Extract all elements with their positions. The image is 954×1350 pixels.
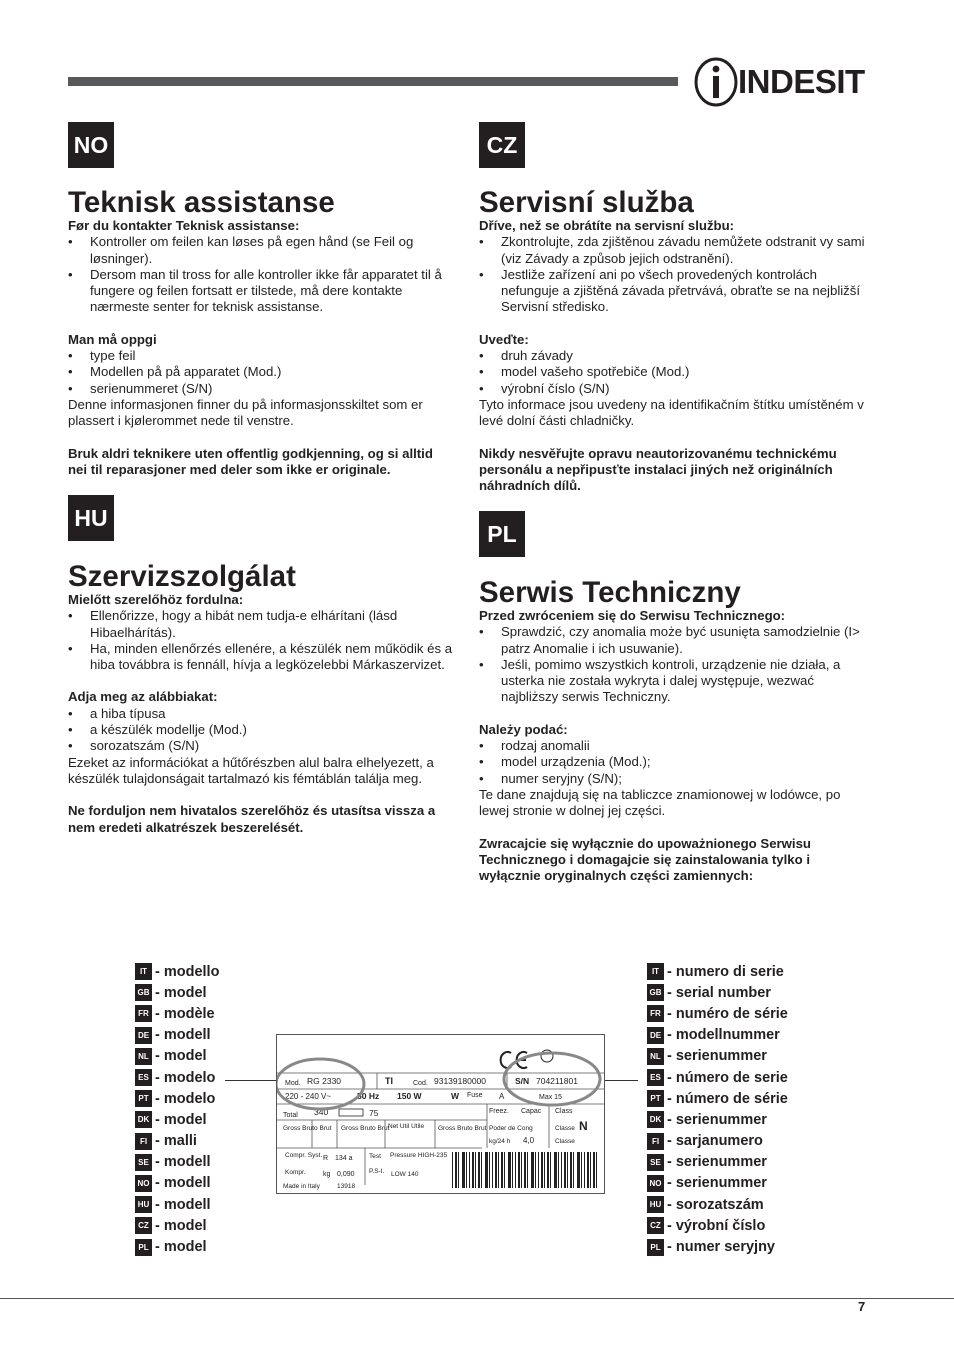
- subheading: Man må oppgi: [68, 331, 157, 347]
- barcode-bar: [564, 1152, 566, 1188]
- list-item: ES - modelo: [135, 1067, 219, 1088]
- list-item: FR - numéro de série: [647, 1003, 788, 1024]
- barcode-bar: [531, 1152, 534, 1188]
- list-item: • numer seryjny (S/N);: [479, 771, 871, 787]
- barcode-bar: [485, 1152, 488, 1188]
- checklist: [68, 608, 453, 673]
- list-item: FI - sarjanumero: [647, 1131, 788, 1152]
- model-connector-line: [225, 1080, 277, 1081]
- info-list: [479, 348, 871, 397]
- section-title: Serwis Techniczny: [479, 576, 741, 609]
- subheading: Należy podać:: [479, 721, 568, 737]
- plate-made: Made in Italy: [283, 1183, 320, 1190]
- barcode-bar: [577, 1152, 580, 1188]
- barcode-bar: [590, 1152, 591, 1188]
- list-item: • Ellenőrizze, hogy a hibát nem tudja-e elhárítani (lásd Hibaelhárítás).: [68, 608, 453, 641]
- info-text: Denne informasjonen finner du på informasjonsskiltet som er plassert i kjølerommet nede til venstre.: [68, 396, 423, 429]
- plate-low: LOW 140: [391, 1171, 419, 1178]
- list-item: • rodzaj anomalii: [479, 738, 871, 754]
- plate-freez: Freez.: [489, 1108, 509, 1115]
- star-rating-icon: [339, 1109, 363, 1116]
- list-item: • sorozatszám (S/N): [68, 738, 453, 754]
- plate-max: Max 15: [539, 1094, 562, 1101]
- barcode-bar: [455, 1152, 457, 1188]
- barcode-bar: [567, 1152, 568, 1188]
- plate-total: 340: [314, 1107, 329, 1117]
- info-text: Tyto informace jsou uvedeny na identifikačním štítku umístěném v levé dolní části chladničky.: [479, 396, 864, 429]
- plate-voltage: 220 - 240 V~: [285, 1092, 332, 1101]
- list-item: PL - model: [135, 1236, 219, 1257]
- list-item: DK - serienummer: [647, 1109, 788, 1130]
- plate-mod-label: Mod.: [285, 1080, 301, 1087]
- barcode-bar: [492, 1152, 493, 1188]
- barcode-bar: [544, 1152, 545, 1188]
- info-text: Ezeket az információkat a hűtőrészben alul balra elhelyezett, a készülék tulajdonságait tartalmazó kis fémtáblán találja meg.: [68, 754, 434, 786]
- barcode-bar: [554, 1152, 557, 1188]
- list-item: DE - modellnummer: [647, 1025, 788, 1046]
- plate-star-value: 75: [369, 1108, 379, 1118]
- barcode-bar: [469, 1152, 470, 1188]
- section-lead: Før du kontakter Teknisk assistanse:: [68, 218, 300, 233]
- badge-pl: PL: [479, 511, 525, 557]
- list-item: • model vašeho spotřebiče (Mod.): [479, 364, 871, 380]
- barcode-bar: [524, 1152, 526, 1188]
- barcode-bar: [550, 1152, 551, 1188]
- list-item: HU - sorozatszám: [647, 1194, 788, 1215]
- plate-kompr: Kompr.: [285, 1169, 306, 1176]
- list-item: NL - serienummer: [647, 1046, 788, 1067]
- barcode-bar: [587, 1152, 589, 1188]
- barcode-bar: [475, 1152, 476, 1188]
- brand-name: INDESIT: [738, 63, 865, 100]
- plate-r-value: 134 a: [335, 1155, 353, 1162]
- barcode-bar: [541, 1152, 543, 1188]
- barcode-bar: [518, 1152, 520, 1188]
- list-item: • druh závady: [479, 348, 871, 364]
- footer-line: [0, 1298, 954, 1299]
- plate-total-label: Total: [283, 1112, 298, 1119]
- plate-kg-label: kg: [323, 1171, 331, 1178]
- list-item: ES - número de serie: [647, 1067, 788, 1088]
- plate-kg24-value: 4,0: [523, 1136, 535, 1145]
- section-lead: Mielőtt szerelőhöz fordulna:: [68, 592, 244, 607]
- list-item: • výrobní číslo (S/N): [479, 381, 871, 397]
- plate-net: Net Util Utile: [388, 1123, 425, 1130]
- plate-poder: Poder de Cong: [489, 1125, 533, 1132]
- warning-text: Zwracajcie się wyłącznie do upoważnionego Serwisu Technicznego i domagajcie się zainstalowania tylko i wyłącznie oryginalnych części zamiennych:: [479, 835, 811, 884]
- plate-model: RG 2330: [307, 1076, 342, 1086]
- barcode-bar: [462, 1152, 465, 1188]
- checklist: [479, 624, 871, 705]
- section-pl: [479, 577, 871, 884]
- plate-test: Test: [369, 1153, 381, 1160]
- barcode-bar: [512, 1152, 513, 1188]
- list-item: PT - número de série: [647, 1088, 788, 1109]
- plate-ti: TI: [385, 1076, 393, 1086]
- plate-classe: Classe: [555, 1125, 575, 1132]
- warning-text: Ne forduljon nem hivatalos szerelőhöz és utasítsa vissza a nem eredeti alkatrészek beszerelését.: [68, 803, 436, 835]
- barcode-bar: [501, 1152, 503, 1188]
- barcode-bar: [573, 1152, 574, 1188]
- list-item: GB - model: [135, 982, 219, 1003]
- serial-connector-line: [602, 1080, 638, 1081]
- subheading: Uveďte:: [479, 331, 529, 347]
- section-lead: Przed zwróceniem się do Serwisu Technicznego:: [479, 608, 786, 623]
- section-title: Teknisk assistanse: [68, 186, 335, 219]
- plate-gross2: Gross Bruto Brut: [341, 1125, 390, 1132]
- barcode-bar: [504, 1152, 505, 1188]
- barcode-bar: [593, 1152, 595, 1188]
- indesit-logo: [694, 56, 870, 108]
- warning-text: Bruk aldri teknikere uten offentlig godkjenning, og si alltid nei til reparasjoner med deler som ikke er originale.: [68, 445, 433, 477]
- plate-watt-label: W: [451, 1091, 460, 1101]
- barcode-bar: [489, 1152, 490, 1188]
- model-label-list: [135, 961, 219, 1258]
- info-text: Te dane znajdują się na tabliczce znamionowej w lodówce, po lewej stronie w dolnej jej części.: [479, 786, 841, 819]
- barcode-bar: [584, 1152, 585, 1188]
- plate-classe2: Classe: [555, 1138, 575, 1145]
- plate-made-code: 13918: [337, 1183, 356, 1190]
- list-item: NL - model: [135, 1046, 219, 1067]
- list-item: DE - modell: [135, 1025, 219, 1046]
- list-item: • Modellen på på apparatet (Mod.): [68, 364, 453, 380]
- barcode-bar: [521, 1152, 522, 1188]
- list-item: DK - model: [135, 1109, 219, 1130]
- barcode-bar: [472, 1152, 474, 1188]
- barcode-bar: [547, 1152, 549, 1188]
- barcode-bar: [452, 1152, 453, 1188]
- barcode-bar: [535, 1152, 536, 1188]
- plate-compr: Compr. Syst.: [285, 1152, 323, 1159]
- list-item: • a hiba típusa: [68, 706, 453, 722]
- section-lead: Dříve, než se obrátíte na servisní službu:: [479, 218, 735, 233]
- plate-fuse: Fuse: [467, 1092, 483, 1099]
- list-item: NO - modell: [135, 1173, 219, 1194]
- barcode-bar: [538, 1152, 539, 1188]
- rating-plate: [276, 1034, 605, 1194]
- section-title: Servisní služba: [479, 186, 694, 219]
- barcode-bar: [527, 1152, 528, 1188]
- plate-class-label: Class: [555, 1108, 573, 1115]
- barcode-bar: [466, 1152, 467, 1188]
- section-title: Szervizszolgálat: [68, 560, 296, 593]
- barcode: [452, 1152, 597, 1188]
- subheading: Adja meg az alábbiakat:: [68, 689, 218, 705]
- plate-watt: 150 W: [397, 1091, 422, 1101]
- warning-text: Nikdy nesvěřujte opravu neautorizovanému technickému personálu a nepřipusťte instalaci jiných než originálních náhradních dílů.: [479, 445, 837, 494]
- list-item: GB - serial number: [647, 982, 788, 1003]
- list-item: FI - malli: [135, 1131, 219, 1152]
- list-item: SE - modell: [135, 1152, 219, 1173]
- list-item: • Jeśli, pomimo wszystkich kontroli, urządzenie nie działa, a usterka nie została wykryta i dalej występuje, wezwać najbliższy serwis Techniczny.: [479, 657, 871, 706]
- list-item: FR - modèle: [135, 1003, 219, 1024]
- list-item: • Sprawdzić, czy anomalia może być usunięta samodzielnie (I> patrz Anomalie i ich usuwanie).: [479, 624, 871, 657]
- plate-kg24: kg/24 h: [489, 1138, 511, 1145]
- plate-hz: 50 Hz: [357, 1091, 380, 1101]
- plate-gross1: Gross Bruto Brut: [283, 1125, 332, 1132]
- barcode-bar: [508, 1152, 511, 1188]
- list-item: SE - serienummer: [647, 1152, 788, 1173]
- info-list: [68, 348, 453, 397]
- list-item: IT - modello: [135, 961, 219, 982]
- list-item: • serienummeret (S/N): [68, 381, 453, 397]
- list-item: PT - modelo: [135, 1088, 219, 1109]
- plate-pressure: Pressure HIGH-235: [390, 1152, 448, 1159]
- list-item: HU - modell: [135, 1194, 219, 1215]
- list-item: PL - numer seryjny: [647, 1236, 788, 1257]
- plate-sn-label: S/N: [515, 1076, 530, 1086]
- barcode-bar: [570, 1152, 572, 1188]
- list-item: NO - serienummer: [647, 1173, 788, 1194]
- indesit-i-icon: [694, 56, 738, 108]
- list-item: • a készülék modellje (Mod.): [68, 722, 453, 738]
- list-item: • Kontroller om feilen kan løses på egen hånd (se Feil og løsninger).: [68, 234, 453, 267]
- badge-no: NO: [68, 122, 114, 168]
- list-item: • Ha, minden ellenőrzés ellenére, a készülék nem működik és a hiba továbbra is fennáll, hívja a legközelebbi Márkaszervizet.: [68, 641, 453, 674]
- serial-label-list: [647, 961, 788, 1258]
- checklist: [68, 234, 453, 315]
- list-item: CZ - model: [135, 1215, 219, 1236]
- barcode-bar: [558, 1152, 559, 1188]
- barcode-bar: [495, 1152, 497, 1188]
- plate-code: 93139180000: [434, 1076, 487, 1086]
- barcode-bar: [481, 1152, 482, 1188]
- plate-gross3: Gross Bruto Brut: [438, 1125, 487, 1132]
- plate-amp: A: [499, 1092, 505, 1101]
- barcode-bar: [498, 1152, 499, 1188]
- checklist: [479, 234, 871, 315]
- header-bar: [68, 77, 678, 86]
- barcode-bar: [515, 1152, 516, 1188]
- plate-capac: Capac: [521, 1108, 542, 1115]
- barcode-bar: [581, 1152, 582, 1188]
- list-item: • Jestliže zařízení ani po všech provedených kontrolách nefunguje a zjištěná závada přetrvává, obraťte se na nejbližší Servisní středisko.: [479, 267, 871, 316]
- plate-psi: P.S-I.: [369, 1168, 385, 1175]
- section-hu: [68, 561, 453, 836]
- list-item: • type feil: [68, 348, 453, 364]
- plate-r-label: R: [323, 1155, 329, 1162]
- section-cz: [479, 187, 871, 494]
- list-item: IT - numero di serie: [647, 961, 788, 982]
- plate-cod-label: Cod.: [413, 1080, 428, 1087]
- barcode-bar: [596, 1152, 597, 1188]
- ce-mark-icon: [501, 1052, 527, 1068]
- barcode-bar: [458, 1152, 459, 1188]
- info-list: [68, 706, 453, 755]
- section-no: [68, 187, 453, 478]
- badge-hu: HU: [68, 495, 114, 541]
- list-item: • Zkontrolujte, zda zjištěnou závadu nemůžete odstranit vy sami (viz Závady a způsob jejich odstranění).: [479, 234, 871, 267]
- plate-kg-value: 0,090: [337, 1171, 355, 1178]
- list-item: CZ - výrobní číslo: [647, 1215, 788, 1236]
- info-list: [479, 738, 871, 787]
- plate-serial: 704211801: [536, 1076, 578, 1086]
- list-item: • model urządzenia (Mod.);: [479, 754, 871, 770]
- barcode-bar: [478, 1152, 480, 1188]
- page-number: 7: [858, 1299, 866, 1314]
- barcode-bar: [561, 1152, 562, 1188]
- plate-class-value: N: [579, 1119, 588, 1133]
- badge-cz: CZ: [479, 122, 525, 168]
- list-item: • Dersom man til tross for alle kontroller ikke får apparatet til å fungere og feilen fortsatt er tilstede, må dere kontakte nærmeste senter for teknisk assistanse.: [68, 267, 453, 316]
